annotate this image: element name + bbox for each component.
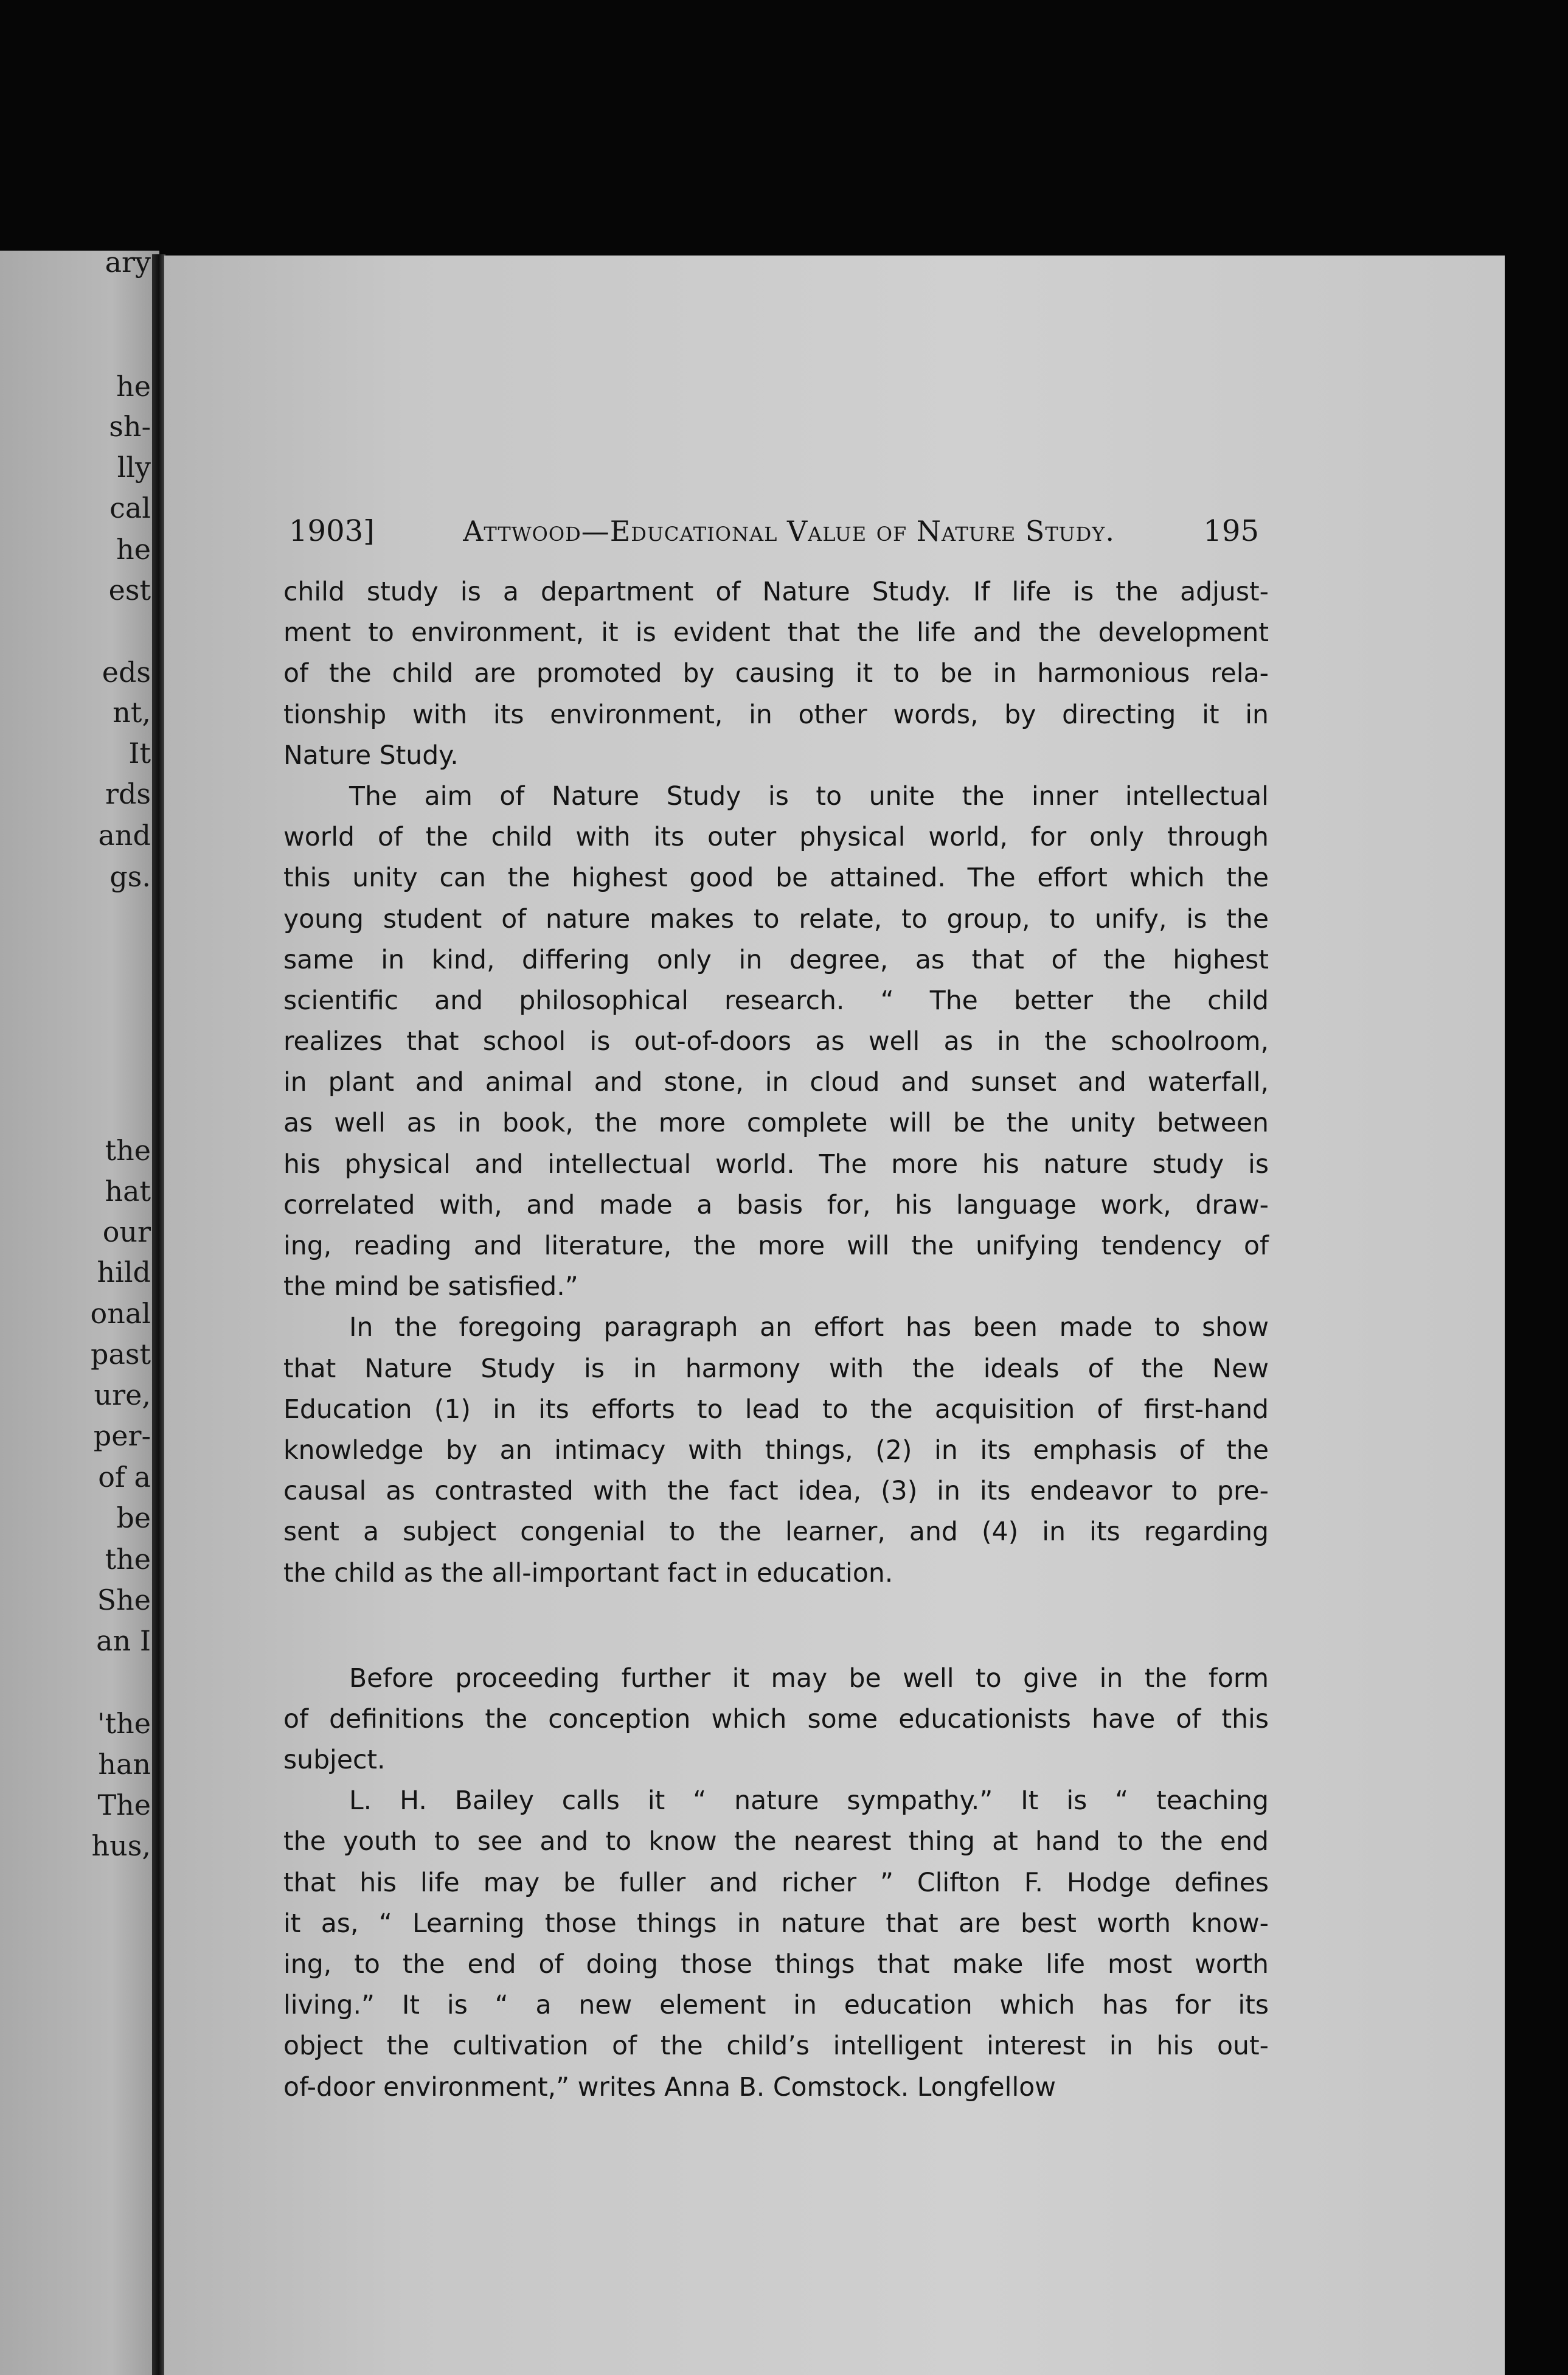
- left-page-text-fragment: hus,: [91, 1829, 151, 1862]
- left-page-text-fragment: nt,: [113, 696, 151, 729]
- left-page-text-fragment: rds: [105, 777, 151, 810]
- text-line: the child as the all-important fact in education.: [283, 1558, 893, 1588]
- paragraph: [283, 1658, 1269, 1781]
- left-page-text-fragment: he: [116, 370, 151, 403]
- left-page-text-fragment: past: [91, 1338, 151, 1371]
- left-page-text-fragment: eds: [102, 656, 151, 689]
- text-line: ing, reading and literature, the more will the unifying tendency of: [283, 1231, 1269, 1261]
- text-line: child study is a department of Nature Study. If life is the adjust-: [283, 577, 1269, 607]
- left-page-text-fragment: han: [98, 1748, 151, 1781]
- paragraph: [283, 1781, 1269, 2108]
- left-page-fragment: [0, 251, 159, 2375]
- text-line: scientific and philosophical research. “ The better the child: [283, 986, 1269, 1016]
- text-line: ing, to the end of doing those things that make life most worth: [283, 1950, 1269, 1980]
- text-line: the mind be satisfied.”: [283, 1272, 578, 1302]
- text-line: living.” It is “ a new element in education which has for its: [283, 1991, 1269, 2021]
- text-line: of definitions the conception which some educationists have of this: [283, 1704, 1269, 1734]
- left-page-text-fragment: 'the: [97, 1707, 151, 1740]
- left-page-text-fragment: the: [105, 1543, 151, 1576]
- text-line: of-door environment,” writes Anna B. Comstock. Longfellow: [283, 2072, 1056, 2102]
- paragraph-spacer: [283, 1594, 1269, 1658]
- book-gutter: [152, 254, 165, 2375]
- body-text: [283, 572, 1269, 2108]
- left-page-text-fragment: est: [108, 574, 151, 607]
- text-line: realizes that school is out-of-doors as well as in the schoolroom,: [283, 1027, 1269, 1057]
- left-page-text-fragment: the: [105, 1134, 151, 1167]
- text-line: tionship with its environment, in other words, by directing it in: [283, 700, 1269, 730]
- text-line: causal as contrasted with the fact idea, (3) in its endeavor to pre-: [283, 1476, 1269, 1507]
- header-running-title: Attwood—Educational Value of Nature Study.: [463, 515, 1115, 548]
- text-line: his physical and intellectual world. The more his nature study is: [283, 1149, 1269, 1180]
- text-line: that his life may be fuller and richer ” Clifton F. Hodge defines: [283, 1868, 1269, 1898]
- page: [164, 256, 1505, 2375]
- left-page-text-fragment: ary: [105, 251, 151, 279]
- left-page-text-fragment: cal: [109, 492, 151, 524]
- left-page-text-fragment: be: [116, 1501, 151, 1534]
- header-year: 1903]: [289, 514, 375, 548]
- text-line: L. H. Bailey calls it “ nature sympathy.” It is “ teaching: [349, 1786, 1269, 1817]
- text-line: Nature Study.: [283, 740, 459, 771]
- text-line: Education (1) in its efforts to lead to the acquisition of first-hand: [283, 1394, 1269, 1425]
- paragraph: [283, 1307, 1269, 1593]
- text-line: subject.: [283, 1745, 386, 1776]
- left-page-text-fragment: he: [116, 533, 151, 566]
- text-line: the youth to see and to know the nearest thing at hand to the end: [283, 1827, 1269, 1857]
- paragraph: [283, 776, 1269, 1307]
- left-page-text-fragment: She: [97, 1584, 151, 1616]
- text-line: sent a subject congenial to the learner, and (4) in its regarding: [283, 1517, 1269, 1548]
- text-line: same in kind, differing only in degree, as that of the highest: [283, 945, 1269, 975]
- text-line: object the cultivation of the child’s intelligent interest in his out-: [283, 2031, 1269, 2062]
- paragraph: [283, 572, 1269, 776]
- left-page-text-fragment: ure,: [94, 1379, 151, 1411]
- left-page-text-fragment: The: [97, 1789, 151, 1821]
- text-line: in plant and animal and stone, in cloud and sunset and waterfall,: [283, 1068, 1269, 1098]
- text-line: In the foregoing paragraph an effort has been made to show: [349, 1313, 1269, 1343]
- text-line: correlated with, and made a basis for, his language work, draw-: [283, 1190, 1269, 1220]
- left-page-text-fragment: and: [98, 819, 151, 852]
- text-line: of the child are promoted by causing it to be in harmonious rela-: [283, 659, 1269, 689]
- text-line: world of the child with its outer physical world, for only through: [283, 822, 1269, 853]
- text-line: knowledge by an intimacy with things, (2) in its emphasis of the: [283, 1435, 1269, 1466]
- text-line: ment to environment, it is evident that the life and the development: [283, 618, 1269, 649]
- left-page-text-fragment: per-: [93, 1419, 151, 1452]
- text-line: The aim of Nature Study is to unite the inner intellectual: [349, 781, 1269, 812]
- left-page-text-fragment: It: [128, 737, 151, 770]
- left-page-text-fragment: our: [102, 1215, 151, 1248]
- left-page-text-fragment: gs.: [109, 860, 151, 893]
- left-page-text-fragment: hat: [105, 1175, 151, 1208]
- text-line: young student of nature makes to relate, to group, to unify, is the: [283, 904, 1269, 934]
- left-page-text-fragment: sh-: [109, 410, 151, 443]
- text-line: Before proceeding further it may be well to give in the form: [349, 1663, 1269, 1694]
- left-page-text-fragment: lly: [117, 451, 151, 484]
- left-page-text-fragment: of a: [98, 1461, 151, 1494]
- page-number: 195: [1203, 514, 1259, 548]
- text-line: that Nature Study is in harmony with the ideals of the New: [283, 1354, 1269, 1384]
- left-page-text-fragment: onal: [90, 1297, 151, 1330]
- text-line: as well as in book, the more complete will be the unity between: [283, 1108, 1269, 1139]
- text-line: it as, “ Learning those things in nature that are best worth know-: [283, 1908, 1269, 1939]
- text-line: this unity can the highest good be attained. The effort which the: [283, 863, 1269, 894]
- left-page-text-fragment: hild: [97, 1256, 151, 1288]
- left-page-text-fragment: an I: [96, 1624, 151, 1657]
- running-header: [289, 514, 1259, 548]
